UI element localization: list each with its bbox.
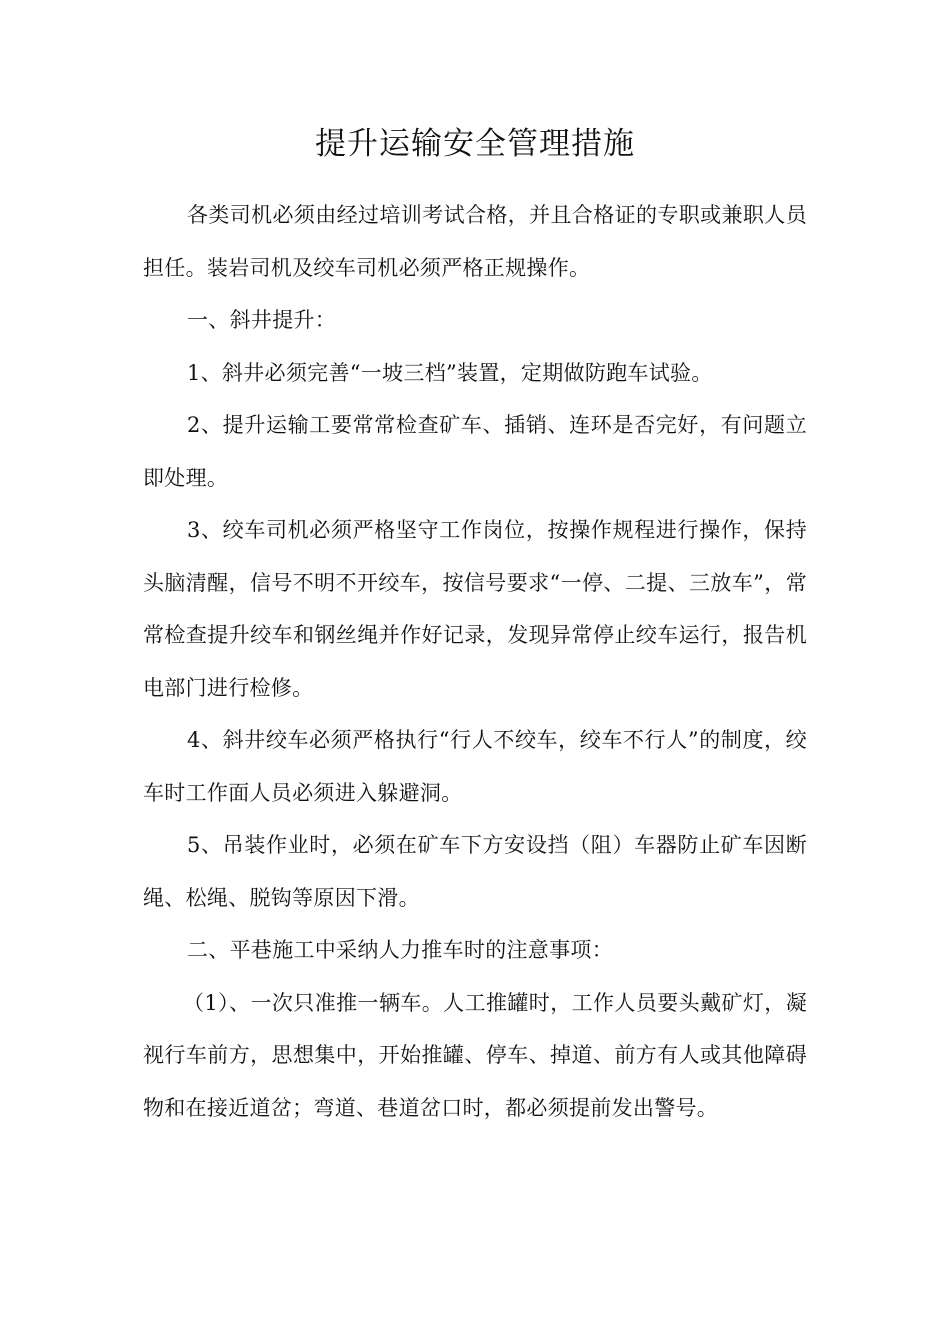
section-heading-incline-hoisting: 一、斜井提升： — [187, 308, 337, 332]
paragraph-item-5: 5、吊装作业时，必须在矿车下方安设挡（阻）车器防止矿车因断绳、松绳、脱钩等原因下滑。 — [143, 833, 807, 910]
section-heading-manual-push: 二、平巷施工中采纳人力推车时的注意事项： — [187, 938, 613, 962]
paragraph-item-2: 2、提升运输工要常常检查矿车、插销、连环是否完好，有问题立即处理。 — [143, 413, 807, 490]
paragraph-item-3: 3、绞车司机必须严格坚守工作岗位，按操作规程进行操作，保持头脑清醒，信号不明不开绞车，按信号要求“一停、二提、三放车”，常常检查提升绞车和钢丝绳并作好记录，发现异常停止绞车运行，报告机电部门进行检修。 — [143, 518, 807, 700]
document-title: 提升运输安全管理措施 — [315, 126, 635, 162]
paragraph-item-4: 4、斜井绞车必须严格执行“行人不绞车，绞车不行人”的制度，绞车时工作面人员必须进入躲避洞。 — [143, 728, 807, 805]
paragraph-subitem-1: （1）、一次只准推一辆车。人工推罐时，工作人员要头戴矿灯，凝视行车前方，思想集中，开始推罐、停车、掉道、前方有人或其他障碍物和在接近道岔；弯道、巷道岔口时，都必须提前发出警号。 — [143, 990, 807, 1120]
paragraph-item-1: 1、斜井必须完善“一坡三档”装置，定期做防跑车试验。 — [187, 360, 713, 385]
paragraph-intro: 各类司机必须由经过培训考试合格，并且合格证的专职或兼职人员担任。装岩司机及绞车司机必须严格正规操作。 — [143, 203, 807, 280]
document-body — [143, 189, 807, 1134]
